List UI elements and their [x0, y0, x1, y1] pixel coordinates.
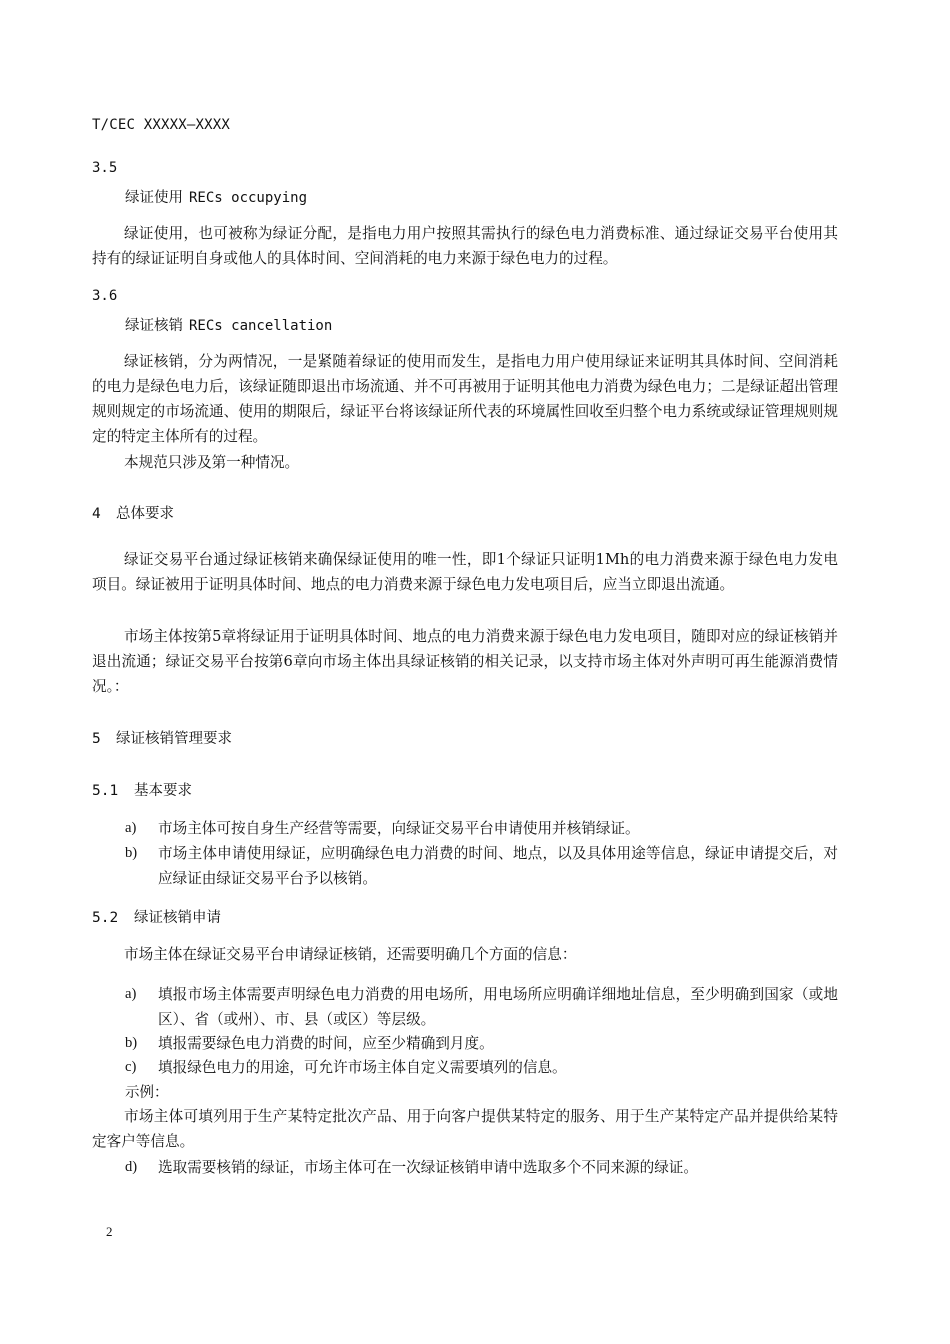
section-5-2-intro: 市场主体在绿证交易平台申请绿证核销，还需要明确几个方面的信息： [124, 946, 577, 963]
section-number: 4 [92, 506, 101, 522]
list-item [125, 841, 838, 891]
list-item [125, 982, 838, 1032]
section-4-paragraph-1: 绿证交易平台通过绿证核销来确保绿证使用的唯一性，即1个绿证只证明1Mh的电力消费来源于绿色电力发电项目。绿证被用于证明具体时间、地点的电力消费来源于绿色电力发电项目后，应当立即退出流通。 [92, 551, 838, 593]
term-recs-occupying [125, 186, 307, 207]
term-recs-cancellation [125, 314, 332, 335]
example-text: 市场主体可填列用于生产某特定批次产品、用于向客户提供某特定的服务、用于生产某特定产品并提供给某特定客户等信息。 [92, 1108, 838, 1150]
list-marker: c) [125, 1059, 137, 1075]
list-item [125, 1055, 838, 1080]
section-heading-5 [92, 727, 232, 748]
definition-recs-cancellation: 绿证核销，分为两情况，一是紧随着绿证的使用而发生，是指电力用户使用绿证来证明其具体时间、空间消耗的电力是绿色电力后，该绿证随即退出市场流通、并不可再被用于证明其他电力消费为绿色电力；二是绿证超出管理规则规定的市场流通、使用的期限后，绿证平台将该绿证所代表的环境属性回收至归整个电力系统或绿证管理规则规定的特定主体所有的过程。 [92, 353, 838, 445]
term-chinese: 绿证使用 [125, 190, 183, 206]
list-marker: d) [125, 1159, 138, 1175]
example-label: 示例： [125, 1085, 169, 1101]
list-item-text: 市场主体申请使用绿证，应明确绿色电力消费的时间、地点，以及具体用途等信息，绿证申请提交后，对应绿证由绿证交易平台予以核销。 [158, 845, 838, 887]
list-item [125, 1031, 838, 1056]
list-marker: b) [125, 845, 138, 861]
section-title: 基本要求 [134, 783, 192, 799]
list-marker: a) [125, 986, 137, 1002]
section-title: 总体要求 [116, 506, 174, 522]
section-heading-4 [92, 502, 174, 523]
clause-number-3-6: 3.6 [92, 288, 118, 304]
section-number: 5.1 [92, 783, 119, 799]
section-number: 5 [92, 731, 101, 747]
section-title: 绿证核销申请 [134, 910, 221, 926]
list-item-text: 填报需要绿色电力消费的时间，应至少精确到月度。 [158, 1035, 494, 1052]
list-marker: a) [125, 820, 137, 836]
page-number: 2 [106, 1224, 113, 1239]
list-item-text: 市场主体可按自身生产经营等需要，向绿证交易平台申请使用并核销绿证。 [158, 820, 640, 837]
list-item-text: 选取需要核销的绿证，市场主体可在一次绿证核销申请中选取多个不同来源的绿证。 [158, 1159, 698, 1176]
section-4-paragraph-2: 市场主体按第5章将绿证用于证明具体时间、地点的电力消费来源于绿色电力发电项目，随即对应的绿证核销并退出流通；绿证交易平台按第6章向市场主体出具绿证核销的相关记录，以支持市场主体对外声明可再生能源消费情况。： [92, 628, 838, 695]
scope-note: 本规范只涉及第一种情况。 [124, 454, 300, 471]
list-item [125, 1155, 838, 1180]
clause-number-3-5: 3.5 [92, 160, 118, 176]
section-number: 5.2 [92, 910, 119, 926]
list-item [125, 816, 838, 841]
standard-code: T/CEC XXXXX—XXXX [92, 117, 231, 133]
term-english: RECs occupying [189, 190, 308, 206]
definition-recs-occupying: 绿证使用，也可被称为绿证分配，是指电力用户按照其需执行的绿色电力消费标准、通过绿证交易平台使用其持有的绿证证明自身或他人的具体时间、空间消耗的电力来源于绿色电力的过程。 [92, 225, 838, 267]
section-heading-5-1 [92, 779, 192, 800]
term-english: RECs cancellation [189, 318, 333, 334]
list-marker: b) [125, 1035, 138, 1051]
section-title: 绿证核销管理要求 [116, 731, 232, 747]
term-chinese: 绿证核销 [125, 318, 183, 334]
section-heading-5-2 [92, 906, 221, 927]
list-item-text: 填报市场主体需要声明绿色电力消费的用电场所，用电场所应明确详细地址信息，至少明确到国家（或地区）、省（或州）、市、县（或区）等层级。 [158, 986, 838, 1028]
list-item-text: 填报绿色电力的用途，可允许市场主体自定义需要填列的信息。 [158, 1059, 567, 1076]
